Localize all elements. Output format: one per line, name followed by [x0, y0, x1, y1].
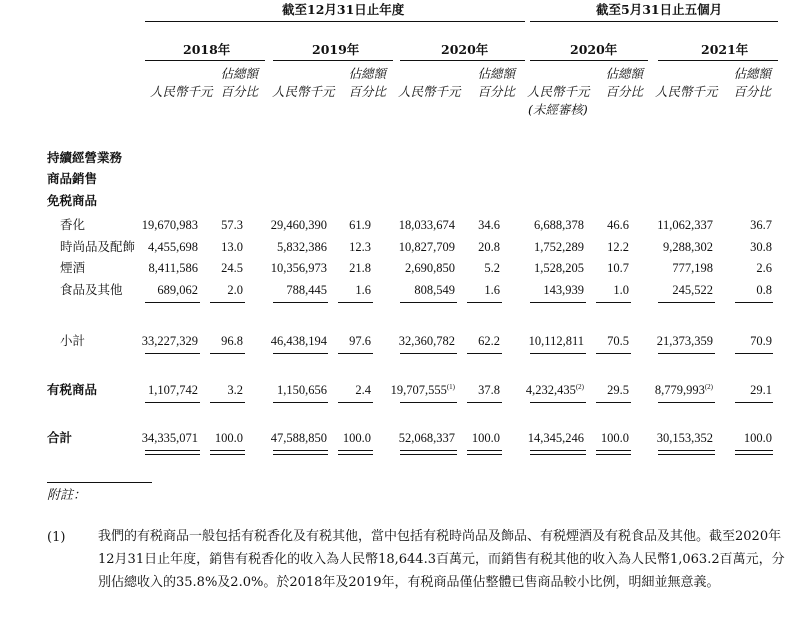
table-cell: 9,288,302	[663, 240, 713, 254]
table-cell: 21.8	[349, 261, 371, 275]
grand-total-double-rule	[735, 450, 773, 455]
table-cell: 4,455,698	[148, 240, 198, 254]
year-underline	[273, 60, 393, 61]
subtotal-rule	[658, 353, 715, 354]
table-cell: 100.0	[743, 431, 772, 445]
subtotal-rule	[273, 302, 328, 303]
table-cell: 47,588,850	[270, 431, 327, 445]
table-cell: 689,062	[157, 283, 198, 297]
section-continuing-operations: 持續經營業務	[47, 150, 123, 165]
table-cell: 8,779,993$^{(2)}$	[654, 382, 713, 397]
notes-title: 附註：	[47, 488, 87, 503]
table-cell: 96.8	[221, 334, 243, 348]
year-underline	[530, 60, 648, 61]
table-cell: 10.7	[607, 261, 629, 275]
table-cell: 19,707,555$^{(1)}$	[390, 382, 455, 397]
grand-total-double-rule	[596, 450, 631, 455]
subtotal-rule	[658, 302, 715, 303]
year-underline	[145, 60, 265, 61]
table-cell: 24.5	[221, 261, 243, 275]
table-cell: 33,227,329	[141, 334, 198, 348]
rmb-header: 人民幣千元	[272, 84, 335, 99]
subtotal-rule	[210, 353, 245, 354]
subtotal-rule	[467, 302, 502, 303]
table-cell: 97.6	[349, 334, 371, 348]
table-cell: 20.8	[478, 240, 500, 254]
footnote-mark: (2)	[575, 382, 584, 391]
pct-header: 百分比	[220, 84, 258, 99]
table-cell: 61.9	[349, 218, 371, 232]
table-cell: 14,345,246	[527, 431, 584, 445]
table-cell: 30.8	[750, 240, 772, 254]
row-label: 小計	[60, 333, 86, 348]
subtotal-rule	[735, 302, 773, 303]
table-cell: 0.8	[756, 283, 772, 297]
table-cell: 2.6	[756, 261, 772, 275]
table-cell: 2.4	[355, 383, 371, 397]
header-group-underline	[145, 21, 525, 22]
total-rule	[596, 402, 631, 403]
row-label: 時尚品及配飾	[60, 239, 136, 254]
total-rule	[735, 402, 773, 403]
section-merchandise-sales: 商品銷售	[47, 171, 98, 186]
subtotal-rule	[400, 302, 457, 303]
pct-header: 佔總額	[220, 66, 258, 81]
pct-header: 百分比	[605, 84, 643, 99]
notes-separator	[47, 482, 152, 483]
total-rule	[338, 402, 373, 403]
table-cell: 10,112,811	[528, 334, 584, 348]
total-rule	[467, 402, 502, 403]
table-cell: 100.0	[342, 431, 371, 445]
table-cell: 1.6	[484, 283, 500, 297]
table-cell: 1.0	[613, 283, 629, 297]
subtotal-rule	[530, 353, 586, 354]
grand-total-double-rule	[273, 450, 328, 455]
table-cell: 12.3	[349, 240, 371, 254]
unaudited-note: (未經審核)	[528, 102, 588, 117]
grand-total-double-rule	[338, 450, 373, 455]
header-group-five-months: 截至5月31日止五個月	[596, 2, 723, 17]
table-cell: 1,752,289	[534, 240, 584, 254]
grand-total-double-rule	[210, 450, 245, 455]
table-cell: 12.2	[607, 240, 629, 254]
footnote-mark: (2)	[704, 382, 713, 391]
table-cell: 57.3	[221, 218, 243, 232]
table-cell: 2.0	[227, 283, 243, 297]
footnote-mark: (1)	[446, 382, 455, 391]
table-cell: 34.6	[478, 218, 500, 232]
table-cell: 788,445	[286, 283, 327, 297]
rmb-header: 人民幣千元	[655, 84, 718, 99]
table-cell: 100.0	[600, 431, 629, 445]
total-rule	[210, 402, 245, 403]
subtotal-rule	[145, 353, 200, 354]
total-rule	[530, 402, 586, 403]
total-rule	[273, 402, 328, 403]
subtotal-rule	[530, 302, 586, 303]
section-duty-free: 免税商品	[47, 193, 98, 208]
table-cell: 13.0	[221, 240, 243, 254]
table-cell: 1,528,205	[534, 261, 584, 275]
pct-header: 百分比	[733, 84, 771, 99]
pct-header: 百分比	[477, 84, 515, 99]
row-label: 食品及其他	[60, 282, 123, 297]
year-underline	[658, 60, 778, 61]
table-cell: 18,033,674	[398, 218, 455, 232]
subtotal-rule	[338, 353, 373, 354]
year-header: 2019年	[312, 42, 360, 57]
subtotal-rule	[735, 353, 773, 354]
table-cell: 29.1	[750, 383, 772, 397]
table-cell: 29.5	[607, 383, 629, 397]
table-cell: 46.6	[607, 218, 629, 232]
table-cell: 70.9	[750, 334, 772, 348]
subtotal-rule	[273, 353, 328, 354]
total-rule	[400, 402, 457, 403]
row-label: 香化	[60, 217, 86, 232]
table-cell: 3.2	[227, 383, 243, 397]
table-cell: 70.5	[607, 334, 629, 348]
table-cell: 2,690,850	[405, 261, 455, 275]
table-cell: 777,198	[672, 261, 713, 275]
table-cell: 5,832,386	[277, 240, 327, 254]
table-cell: 46,438,194	[270, 334, 327, 348]
subtotal-rule	[467, 353, 502, 354]
grand-total-double-rule	[658, 450, 715, 455]
table-cell: 62.2	[478, 334, 500, 348]
year-header: 2020年	[441, 42, 489, 57]
table-cell: 100.0	[214, 431, 243, 445]
table-cell: 5.2	[484, 261, 500, 275]
grand-total-double-rule	[145, 450, 200, 455]
table-cell: 21,373,359	[656, 334, 713, 348]
table-cell: 10,827,709	[398, 240, 455, 254]
grand-total-double-rule	[467, 450, 502, 455]
rmb-header: 人民幣千元	[150, 84, 213, 99]
pct-header: 佔總額	[348, 66, 386, 81]
year-underline	[400, 60, 525, 61]
table-cell: 37.8	[478, 383, 500, 397]
subtotal-rule	[210, 302, 245, 303]
year-header: 2018年	[183, 42, 231, 57]
subtotal-rule	[596, 353, 631, 354]
rmb-header: 人民幣千元	[527, 84, 590, 99]
table-cell: 808,549	[414, 283, 455, 297]
table-cell: 1.6	[355, 283, 371, 297]
table-cell: 19,670,983	[141, 218, 198, 232]
year-header: 2021年	[701, 42, 749, 57]
table-cell: 34,335,071	[141, 431, 198, 445]
table-cell: 32,360,782	[398, 334, 455, 348]
table-cell: 143,939	[543, 283, 584, 297]
pct-header: 佔總額	[605, 66, 643, 81]
table-cell: 1,107,742	[148, 383, 198, 397]
row-label: 有税商品	[47, 382, 98, 397]
subtotal-rule	[596, 302, 631, 303]
table-cell: 30,153,352	[656, 431, 713, 445]
year-header: 2020年	[570, 42, 618, 57]
pct-header: 百分比	[348, 84, 386, 99]
table-cell: 100.0	[471, 431, 500, 445]
rmb-header: 人民幣千元	[398, 84, 461, 99]
total-rule	[658, 402, 715, 403]
note-marker: (1)	[47, 530, 66, 545]
subtotal-rule	[400, 353, 457, 354]
header-group-underline	[530, 21, 778, 22]
table-cell: 11,062,337	[657, 218, 713, 232]
subtotal-rule	[145, 302, 200, 303]
table-cell: 245,522	[672, 283, 713, 297]
grand-total-double-rule	[400, 450, 457, 455]
grand-total-double-rule	[530, 450, 586, 455]
table-cell: 1,150,656	[277, 383, 327, 397]
table-cell: 6,688,378	[534, 218, 584, 232]
subtotal-rule	[338, 302, 373, 303]
total-rule	[145, 402, 200, 403]
row-label: 煙酒	[60, 260, 86, 275]
row-label: 合計	[47, 430, 73, 445]
table-cell: 36.7	[750, 218, 772, 232]
pct-header: 佔總額	[733, 66, 771, 81]
pct-header: 佔總額	[477, 66, 515, 81]
note-text: 我們的有税商品一般包括有税香化及有税其他，當中包括有税時尚品及飾品、有税煙酒及有税食品及其他。截至2020年12月31日止年度，銷售有税香化的收入為人民幣18,644.3百萬元，而銷售有税其他的收入為人民幣1,063.2百萬元，分別佔總收入的35.8%及2.0%。於2018年及2019年，有税商品僅佔整體已售商品較小比例，明細並無意義。	[98, 529, 785, 590]
table-cell: 52,068,337	[398, 431, 455, 445]
table-cell: 8,411,586	[148, 261, 198, 275]
table-cell: 29,460,390	[270, 218, 327, 232]
table-cell: 10,356,973	[270, 261, 327, 275]
table-cell: 4,232,435$^{(2)}$	[525, 382, 584, 397]
header-group-year-end: 截至12月31日止年度	[282, 2, 405, 17]
